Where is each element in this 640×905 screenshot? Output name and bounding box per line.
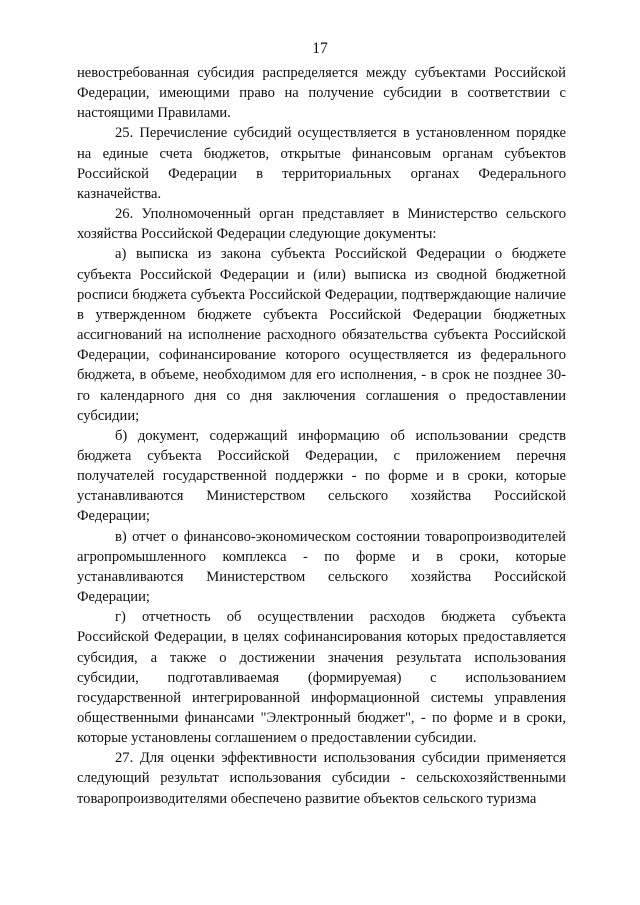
paragraph-continuation: невостребованная субсидия распределяется между субъектами Российской Федерации, имеющими право на получение субсидии в соответствии с настоящими Правилами. [77, 65, 566, 122]
paragraph-26: 26. Уполномоченный орган представляет в Министерство сельского хозяйства Российской Федерации следующие документы: [77, 206, 566, 243]
paragraph-25: 25. Перечисление субсидий осуществляется в установленном порядке на единые счета бюджетов, открытые финансовым органам субъектов Российской Федерации в территориальных органах Федерального казначейства. [77, 125, 566, 202]
paragraph-26-v: в) отчет о финансово-экономическом состоянии товаропроизводителей агропромышленного комплекса - по форме и в сроки, которые устанавливаются Министерством сельского хозяйства Российской Федерации; [77, 528, 566, 606]
paragraph-26-g: г) отчетность об осуществлении расходов бюджета субъекта Российской Федерации, в целях софинансирования которых предоставляется субсидия, а также о достижении значения результата использования субсидии, подготавливаемая (формируемая) с использованием государственной интегрированной информационной системы управления общественными финансами "Электронный бюджет", - по форме и в сроки, которые установлены соглашением о предоставлении субсидии. [77, 609, 566, 747]
document-body [77, 63, 566, 809]
paragraph-26-b: б) документ, содержащий информацию об использовании средств бюджета субъекта Российской Федерации, с приложением перечня получателей государственной поддержки - по форме и в сроки, которые устанавливаются Министерством сельского хозяйства Российской Федерации; [77, 427, 566, 525]
page-number: 17 [312, 40, 328, 57]
paragraph-26-a: а) выписка из закона субъекта Российской Федерации о бюджете субъекта Российской Федерации и (или) выписка из сводной бюджетной росписи бюджета субъекта Российской Федерации, подтверждающие наличие в утвержденном бюджете субъекта Российской Федерации бюджетных ассигнований на исполнение расходного обязательства субъекта Российской Федерации, софинансирование которого осуществляется из федерального бюджета, в объеме, необходимом для его исполнения, - в срок не позднее 30-го календарного дня со дня заключения соглашения о предоставлении субсидии; [77, 246, 566, 424]
paragraph-27: 27. Для оценки эффективности использования субсидии применяется следующий результат использования субсидии - сельскохозяйственными товаропроизводителями обеспечено развитие объектов сельского туризма [77, 750, 566, 807]
